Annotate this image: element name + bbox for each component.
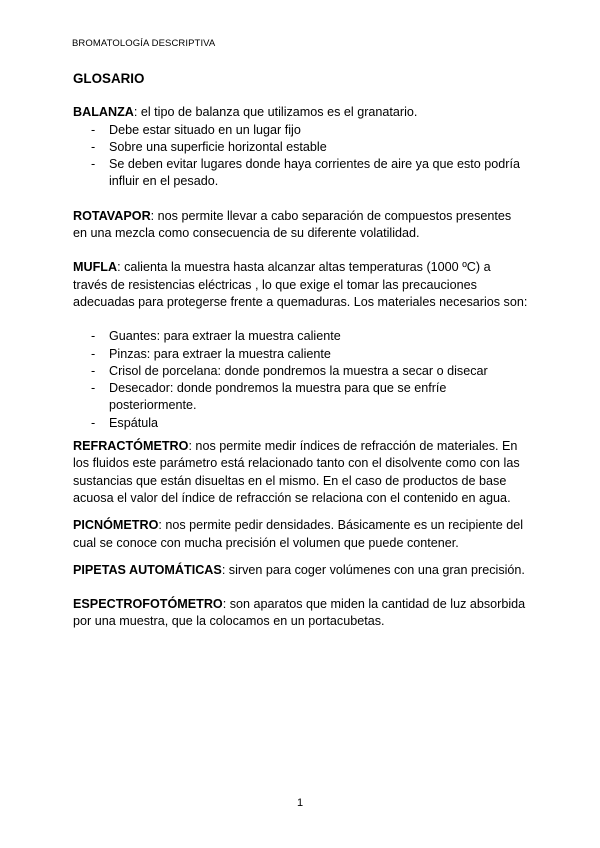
running-header: BROMATOLOGÍA DESCRIPTIVA: [72, 38, 216, 49]
list-item: - Pinzas: para extraer la muestra caliente: [73, 346, 528, 363]
definition-mufla: : calienta la muestra hasta alcanzar altas temperaturas (1000 ºC) a través de resistencias eléctricas , lo que exige el tomar las precauciones adecuadas para protegerse frente a quemaduras. Los materiales necesarios son:: [73, 260, 528, 309]
list-item: - Espátula: [73, 415, 528, 432]
definition-pipetas: : sirven para coger volúmenes con una gran precisión.: [221, 562, 525, 577]
term-picnometro: PICNÓMETRO: [73, 518, 159, 533]
term-rotavapor: ROTAVAPOR: [73, 208, 151, 223]
entry-mufla: [73, 259, 528, 311]
term-mufla: MUFLA: [73, 260, 118, 275]
balanza-bullet-list: [73, 122, 528, 191]
definition-balanza: : el tipo de balanza que utilizamos es el granatario.: [133, 105, 418, 120]
entry-balanza: [73, 104, 528, 121]
entry-pipetas: [73, 562, 528, 579]
list-item: - Se deben evitar lugares donde haya corrientes de aire ya que esto podría influir en el pesado.: [73, 156, 528, 191]
term-balanza: BALANZA: [73, 105, 134, 120]
term-espectrofotometro: ESPECTROFOTÓMETRO: [73, 597, 223, 612]
entry-refractometro: [73, 438, 528, 507]
glossary-title: GLOSARIO: [73, 71, 145, 86]
entry-picnometro: [73, 517, 528, 552]
definition-refractometro: : nos permite medir índices de refracción de materiales. En los fluidos este parámetro está relacionado tanto con el disolvente como con las sustancias que están disueltas en el mismo. En el caso de productos de base acuosa el valor del índice de refracción se relaciona con el contenido en agua.: [73, 439, 520, 505]
glossary-content: [73, 70, 528, 631]
list-item: - Guantes: para extraer la muestra caliente: [73, 328, 528, 345]
definition-rotavapor: : nos permite llevar a cabo separación de compuestos presentes en una mezcla como consecuencia de su diferente volatilidad.: [73, 208, 512, 241]
definition-espectrofotometro: : son aparatos que miden la cantidad de luz absorbida por una muestra, que la colocamos en un portacubetas.: [73, 597, 526, 629]
page-number: 1: [296, 797, 304, 809]
entry-espectrofotometro: [73, 596, 528, 631]
term-refractometro: REFRACTÓMETRO: [73, 439, 189, 454]
mufla-bullet-list: [73, 328, 528, 432]
term-pipetas: PIPETAS AUTOMÁTICAS: [73, 562, 222, 577]
list-item: - Crisol de porcelana: donde pondremos la muestra a secar o disecar: [73, 363, 528, 380]
entry-rotavapor: [73, 208, 528, 243]
definition-picnometro: : nos permite pedir densidades. Básicamente es un recipiente del cual se conoce con mucha precisión el volumen que puede contener.: [73, 518, 524, 550]
list-item: - Debe estar situado en un lugar fijo: [73, 122, 528, 139]
list-item: - Desecador: donde pondremos la muestra para que se enfríe posteriormente.: [73, 380, 528, 415]
list-item: - Sobre una superficie horizontal estable: [73, 139, 528, 156]
